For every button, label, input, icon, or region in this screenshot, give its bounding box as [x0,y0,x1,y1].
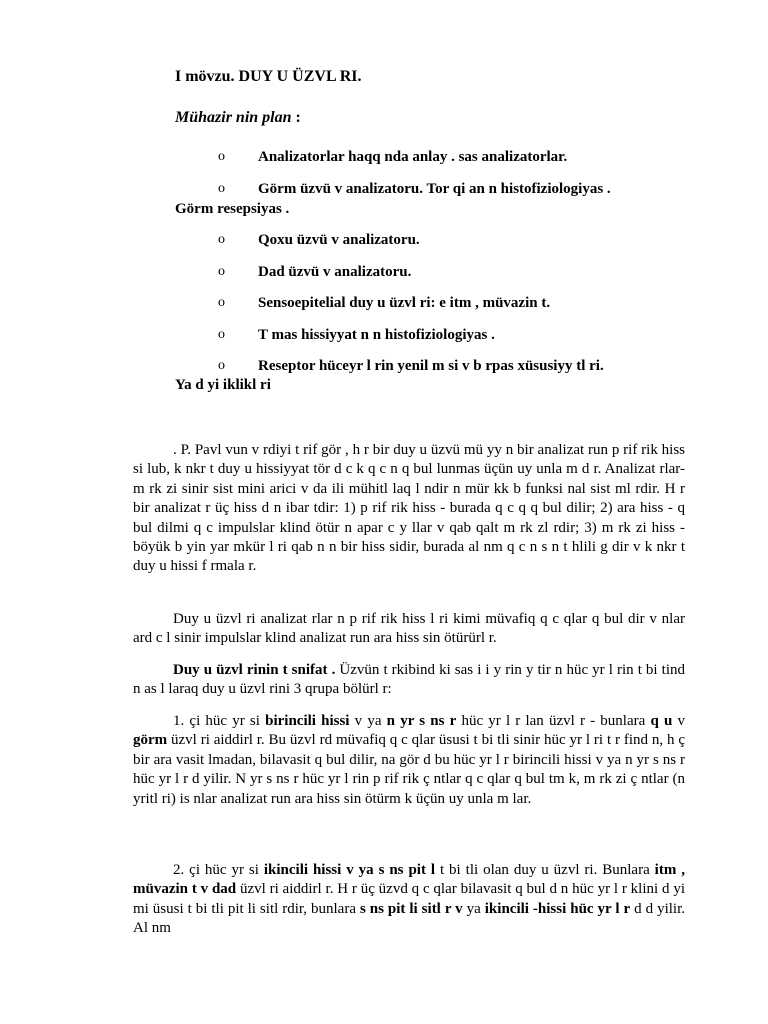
paragraph-2-text: Duy u üzvl ri analizat rlar n p rif rik hiss l ri kimi müvafiq q c qlar q bul dir v nlar ard c l sinir impulslar klind analizat run ara hiss sin ötürürl r. [133,611,685,647]
bullet-icon: o [218,264,225,279]
plan-item-2: Görm üzvü v analizatoru. Tor qi an n histofiziologiyas . [258,181,611,197]
para4-run: n yr s ns r [386,713,457,729]
paragraph-3 [133,661,685,700]
bullet-icon: o [218,149,225,164]
plan-heading-text: Mühazir nin plan [175,109,292,126]
bullet-icon: o [218,358,225,373]
para4-run: v [672,713,686,729]
para5-run: s ns pit li sitl r v [359,900,463,917]
para4-run: 1. çi hüc yr si [173,713,266,729]
bullet-icon: o [218,327,225,342]
para5-run: itm , müvazin t v dad [133,862,685,898]
paragraph-2 [133,610,685,649]
plan-item-5: Sensoepitelial duy u üzvl ri: e itm , müvazin t. [258,295,551,311]
bullet-icon: o [218,232,225,247]
plan-item-4: Dad üzvü v analizatoru. [258,264,412,280]
plan-item-7-cont: Ya d yi iklikl ri [175,377,271,393]
plan-heading-colon: : [291,109,301,126]
bullet-icon: o [218,295,225,310]
para4-run: v ya [349,713,387,729]
plan-item-1: Analizatorlar haqq nda anlay . sas analizatorlar. [258,149,568,165]
paragraph-5 [133,861,685,939]
plan-item-6: T mas hissiyyat n n histofiziologiyas . [258,327,495,343]
paragraph-4 [133,712,685,809]
para5-run: t bi tli olan duy u üzvl ri. Bunlara [435,862,655,878]
paragraph-3-text: Üzvün t rkibind ki sas i i y rin y tir n hüc yr l rin t bi tind n as l laraq duy u üzvl rini 3 qrupa bölürl r: [133,662,685,698]
plan-heading [175,109,301,127]
paragraph-1 [133,441,685,577]
classification-heading: Duy u üzvl rinin t snifat . [173,662,336,678]
para4-run: birincili hissi [265,713,350,729]
lecture-title: I mövzu. DUY U ÜZVL RI. [175,68,362,85]
para4-run: görm [133,732,168,749]
plan-item-2-cont: Görm resepsiyas . [175,201,290,217]
plan-item-7: Reseptor hüceyr l rin yenil m si v b rpas xüsusiyy tl ri. [258,358,604,374]
para4-run: hüc yr l r lan üzvl r - bunlara [456,713,651,729]
plan-item-3: Qoxu üzvü v analizatoru. [258,232,420,248]
para4-run: üzvl ri aiddirl r. Bu üzvl rd müvafiq q c qlar üsusi t bi tli sinir hüc yr l ri t r find n, h ç bir ara vasit lmadan, bilavasit q bul dilir, na gör d bu hüc yr l r birincili hissi v ya n yr s ns r hüc yr l r d yilir. N yr s ns r hüc yr l rin p rif rik ç ntlar q c qlar q bul tm k, m rk zi ç ntlar (n yritl ri) is nlar analizat run ara hiss sin ötürm k üçün uy unla m lar. [133,732,685,807]
para5-run: üzvl ri aiddirl r. H r üç üzvd q c qlar bilavasit q bul d n hüc yr l r klini d yi mi üsusi t bi tli pit li sitl rdir, bunlara [133,881,685,917]
paragraph-1-text: . P. Pavl vun v rdiyi t rif gör , h r bir duy u üzvü mü yy n bir analizat run p rif rik hiss si lub, k nkr t duy u hissiyyat tör d c k q c n q bul lunmas üçün uy unla m d r. Analizat rlar-m rk zi sinir sist mini arici v da ili mühitl laq l ndir n mür kk b funksi nal sist ml rdir. H r bir analizat r üç hiss d n ibar tdir: 1) p rif rik hiss - burada q c q q bul dilir; 2) ara hiss - q bul dilmi q c impulslar klind ötür n apar c y llar v qab qalt m rk zl rdir; 3) m rk zi hiss - böyük b yin yar mkür l ri qab n n bir hiss sidir, burada al nm q c n s n t hlili g dir v k nkr t duy u hissi f rmala r. [133,442,685,575]
para5-run: ikincili hissi v ya s ns pit l [263,862,436,878]
para5-run: d d yilir. Al nm [133,900,685,937]
para4-run: q u [650,713,673,729]
bullet-icon: o [218,181,225,196]
para5-run: ikincili -hissi hüc yr l r [484,900,631,917]
para5-run: 2. çi hüc yr si [173,862,264,878]
para5-run: ya [462,900,485,917]
